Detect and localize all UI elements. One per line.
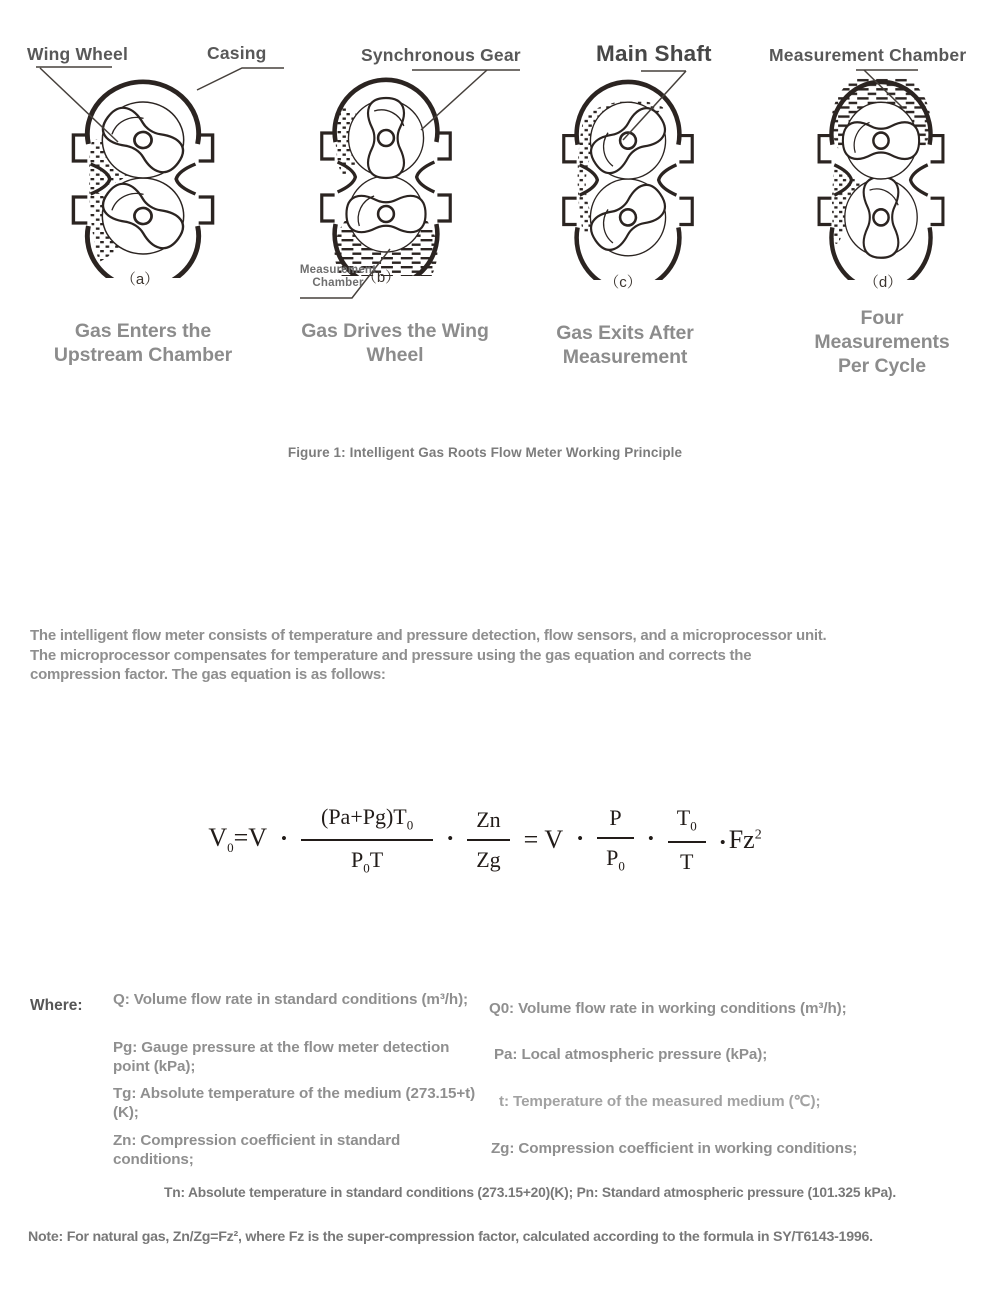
fraction-bar (597, 837, 634, 839)
def-zn: Zn: Compression coefficient in standard conditions; (113, 1132, 401, 1168)
footnote-tn-pn: Tn: Absolute temperature in standard conditions (273.15+20)(K); Pn: Standard atmospheric pressure (101.325 kPa). (164, 1185, 896, 1200)
flow-meter-diagram-a (52, 78, 234, 278)
panel-caption-d: Four Measurements Per Cycle (814, 307, 950, 377)
multiply-dot: • (447, 829, 454, 848)
label-measurement-chamber-b-line1: Measurement (299, 264, 377, 276)
eq-tail: • Fz$^2$ (719, 825, 762, 854)
fraction-temperature: $\frac{T_0}{T}$ (668, 807, 706, 872)
where-label: Where: (30, 997, 83, 1014)
flow-meter-diagram-d (800, 78, 962, 280)
fraction-pressure: $\frac{P}{P_0}$ (597, 807, 634, 872)
label-wing-wheel: Wing Wheel (27, 44, 129, 64)
panel-tag-a: （a） (120, 271, 160, 288)
panel-caption-c: Gas Exits After Measurement (556, 322, 694, 368)
label-measurement-chamber: Measurement Chamber (769, 45, 967, 65)
fraction-bar (467, 839, 509, 841)
panel-caption-b: Gas Drives the Wing Wheel (301, 320, 489, 366)
def-zg: Zg: Compression coefficient in working conditions; (491, 1140, 858, 1157)
panel-tag-d: （d） (863, 274, 903, 291)
eq-mid: = V (523, 825, 564, 854)
def-t: t: Temperature of the measured medium (℃); (499, 1093, 821, 1110)
label-main-shaft: Main Shaft (596, 41, 712, 66)
label-casing: Casing (207, 43, 267, 63)
intro-line-3: compression factor. The gas equation is as follows: (30, 666, 386, 683)
intro-line-1: The intelligent flow meter consists of temperature and pressure detection, flow sensors, and a microprocessor unit. (30, 627, 827, 644)
fraction-compression: $\frac{Zn}{Zg}$ (467, 809, 509, 871)
def-q0: Q0: Volume flow rate in working conditions (m³/h); (489, 1000, 847, 1017)
flow-meter-diagram-c (544, 78, 712, 280)
multiply-dot: • (577, 829, 584, 848)
panel-caption-a: Gas Enters the Upstream Chamber (53, 320, 233, 366)
fraction-bar (301, 839, 433, 841)
eq-lhs: $V_0=V$ (208, 823, 268, 856)
multiply-dot: • (647, 829, 654, 848)
panel-tag-c: （c） (604, 274, 642, 291)
fraction-bar (668, 841, 706, 843)
intro-line-2: The microprocessor compensates for temperature and pressure using the gas equation and corrects the (30, 646, 752, 664)
figure-caption: Figure 1: Intelligent Gas Roots Flow Meter Working Principle (287, 445, 683, 460)
def-pa: Pa: Local atmospheric pressure (kPa); (494, 1046, 768, 1063)
gas-equation (0, 790, 970, 890)
fraction-pressure-temperature: $\frac{(Pa+Pg)T_0}{P_0T}$ (301, 806, 433, 875)
panel-tag-b: （b） (361, 269, 401, 286)
def-tg: Tg: Absolute temperature of the medium (273.15+t)(K); (113, 1085, 476, 1121)
def-pg: Pg: Gauge pressure at the flow meter detection point (kPa); (113, 1039, 450, 1075)
multiply-dot: • (281, 829, 287, 848)
def-q: Q: Volume flow rate in standard conditions (m³/h); (113, 991, 469, 1008)
note-natural-gas: Note: For natural gas, Zn/Zg=Fz², where Fz is the super-compression factor, calculated according to the formula in SY/T6143-1996. (28, 1229, 873, 1245)
flow-meter-diagram-b (302, 76, 470, 276)
label-synchronous-gear: Synchronous Gear (361, 45, 521, 65)
label-measurement-chamber-b-line2: Chamber (312, 276, 364, 289)
intro-paragraph (30, 626, 990, 685)
